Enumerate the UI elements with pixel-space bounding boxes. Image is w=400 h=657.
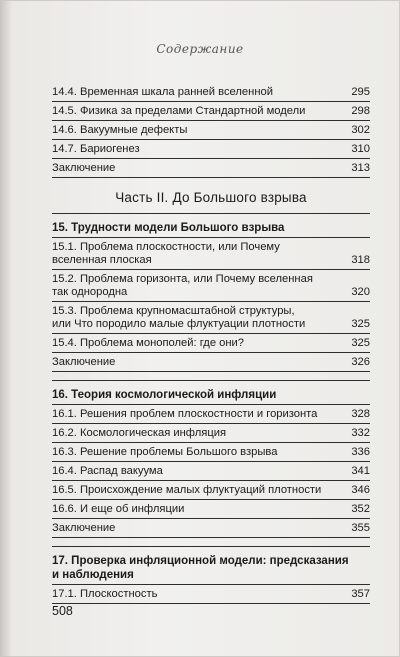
- toc-entry-title: [52, 305, 342, 331]
- toc-entry-page: 355: [351, 522, 370, 534]
- chapter-heading-line1: 17. Проверка инфляционной модели: предсказания: [52, 555, 349, 567]
- toc-entry-page: 336: [351, 446, 370, 458]
- toc-entry: [52, 334, 370, 353]
- toc-entry-page: 325: [351, 318, 370, 330]
- chapter-block: [52, 546, 370, 604]
- toc-entry-title: 16.5. Происхождение малых флуктуаций плотности: [52, 484, 322, 496]
- toc-entry: [52, 140, 370, 159]
- toc-entry-title: [52, 241, 342, 267]
- toc-entry-title: 14.7. Бариогенез: [52, 143, 140, 155]
- toc-entry-title: 14.4. Временная шкала ранней вселенной: [52, 86, 273, 98]
- toc-entry-page: 332: [351, 427, 370, 439]
- toc-entry: [52, 238, 370, 270]
- toc-entry-title: 16.1. Решения проблем плоскостности и горизонта: [52, 408, 318, 420]
- toc-entry-page: 302: [351, 124, 370, 136]
- chapter-heading: 16. Теория космологической инфляции: [52, 381, 370, 405]
- toc-entry-title-line1: 15.2. Проблема горизонта, или Почему вселенная: [52, 273, 313, 285]
- toc-entry: [52, 443, 370, 462]
- toc-entry: [52, 462, 370, 481]
- toc-entry-title: 14.6. Вакуумные дефекты: [52, 124, 188, 136]
- toc-entry-title: [52, 273, 342, 299]
- toc-entry-page: 325: [351, 337, 370, 349]
- toc-entry: [52, 500, 370, 519]
- toc-entry-title: Заключение: [52, 522, 116, 534]
- toc-entry-title-line1: 15.3. Проблема крупномасштабной структуры,: [52, 305, 295, 317]
- toc-entry-title: 17.1. Плоскостность: [52, 588, 158, 600]
- toc-entry-title: Заключение: [52, 356, 116, 368]
- toc-entry-title: 14.5. Физика за пределами Стандартной модели: [52, 105, 306, 117]
- toc-entry-title: 16.4. Распад вакуума: [52, 465, 163, 477]
- toc-entry: [52, 353, 370, 372]
- toc-entry-title: 15.4. Проблема монополей: где они?: [52, 337, 245, 349]
- toc-entry-page: 320: [351, 286, 370, 298]
- toc-entry-page: 328: [351, 408, 370, 420]
- toc-entry-title-line2: или Что породило малые флуктуации плотности: [52, 318, 306, 330]
- toc-entry: [52, 424, 370, 443]
- toc-entry-title-line2: вселенная плоская: [52, 254, 152, 266]
- toc-entry-title: 16.2. Космологическая инфляция: [52, 427, 227, 439]
- page-number: 508: [52, 604, 73, 618]
- toc-entry-page: 295: [351, 86, 370, 98]
- toc-entry-page: 313: [351, 162, 370, 174]
- toc-entry-page: 310: [351, 143, 370, 155]
- toc-entry: [52, 302, 370, 334]
- toc-entry: [52, 519, 370, 538]
- toc-entry: [52, 270, 370, 302]
- toc-entry: [52, 83, 370, 102]
- toc-entry-title: 16.3. Решение проблемы Большого взрыва: [52, 446, 278, 458]
- chapter-heading: [52, 547, 370, 585]
- toc-entry: [52, 121, 370, 140]
- toc-entry-page: 318: [351, 254, 370, 266]
- chapter-heading: 15. Трудности модели Большого взрыва: [52, 214, 370, 238]
- part-heading: Часть II. До Большого взрыва: [52, 178, 370, 214]
- table-of-contents: [52, 83, 370, 604]
- toc-entry: [52, 159, 370, 178]
- toc-entry-page: 352: [351, 503, 370, 515]
- toc-entry-page: 357: [351, 588, 370, 600]
- toc-entry-title-line2: так однородна: [52, 286, 128, 298]
- running-head: Содержание: [156, 42, 244, 56]
- toc-entry-title-line1: 15.1. Проблема плоскостности, или Почему: [52, 241, 280, 253]
- chapter-heading-line2: и наблюдения: [52, 569, 134, 581]
- toc-entry-page: 326: [351, 356, 370, 368]
- toc-entry: [52, 585, 370, 604]
- toc-entry-title: Заключение: [52, 162, 116, 174]
- toc-entry-page: 346: [351, 484, 370, 496]
- chapter-block: [52, 214, 370, 372]
- toc-entry-title: 16.6. И еще об инфляции: [52, 503, 185, 515]
- toc-entry-page: 298: [351, 105, 370, 117]
- chapter-block: [52, 380, 370, 538]
- toc-entry: [52, 102, 370, 121]
- toc-entry-page: 341: [351, 465, 370, 477]
- toc-entry: [52, 481, 370, 500]
- toc-entry: [52, 405, 370, 424]
